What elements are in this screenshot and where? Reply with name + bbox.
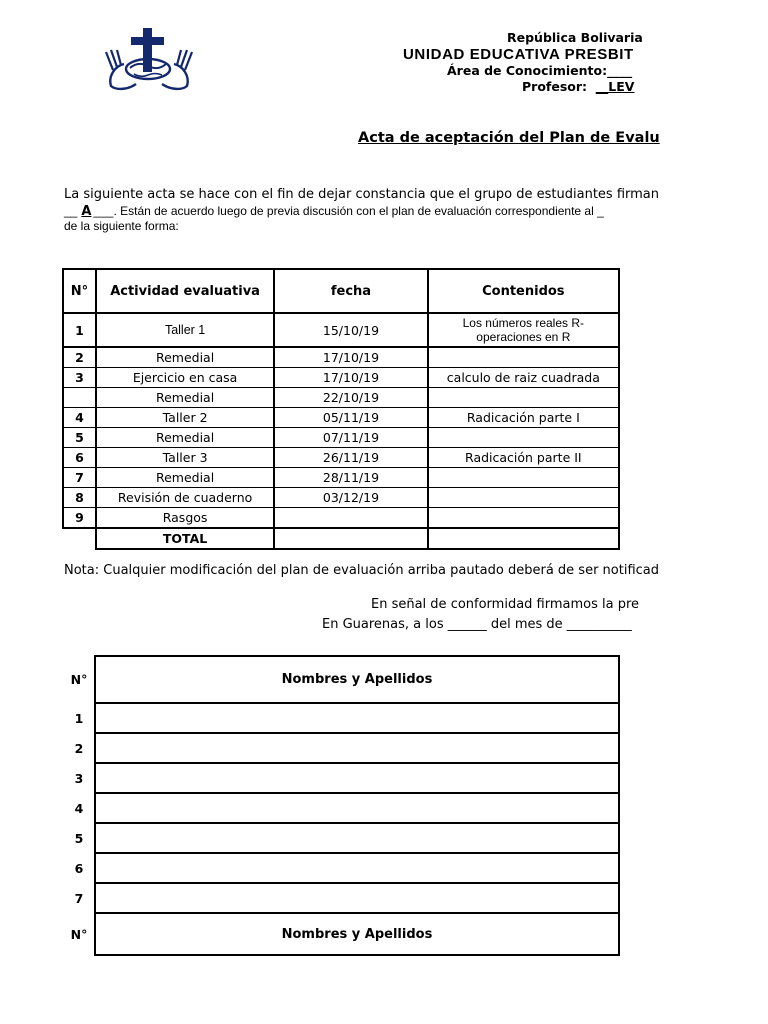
signatures-header-number-2: N° xyxy=(70,926,88,942)
row-activity: Taller 2 xyxy=(96,408,274,428)
row-contents: Radicación parte II xyxy=(428,448,619,468)
evaluation-plan-table xyxy=(62,268,620,550)
area-value: ____ xyxy=(607,63,633,78)
table-row xyxy=(63,368,619,388)
signature-row xyxy=(64,733,619,763)
row-number: 4 xyxy=(63,408,96,428)
row-contents xyxy=(428,388,619,408)
note-text: Nota: Cualquier modificación del plan de evaluación arriba pautado deberá de ser notificad xyxy=(64,563,660,578)
signature-number: 2 xyxy=(74,740,84,756)
table-row xyxy=(63,313,619,347)
signature-row xyxy=(64,763,619,793)
table-row xyxy=(63,388,619,408)
professor-label: Profesor: xyxy=(522,79,588,94)
signature-number: 6 xyxy=(74,860,84,876)
row-contents: calculo de raiz cuadrada xyxy=(428,368,619,388)
table-row xyxy=(63,428,619,448)
row-number: 1 xyxy=(63,313,96,347)
table-row xyxy=(63,488,619,508)
signature-number: 3 xyxy=(74,770,84,786)
signature-number: 7 xyxy=(74,890,84,906)
row-date: 26/11/19 xyxy=(274,448,427,468)
table-row xyxy=(63,408,619,428)
signature-name-field[interactable] xyxy=(95,793,619,823)
table-row xyxy=(63,347,619,368)
row-activity: Revisión de cuaderno xyxy=(96,488,274,508)
signature-number: 1 xyxy=(74,710,84,726)
total-label: TOTAL xyxy=(96,528,274,549)
signature-name-field[interactable] xyxy=(95,733,619,763)
total-date-cell xyxy=(274,528,427,549)
signature-name-field[interactable] xyxy=(95,703,619,733)
row-activity: Rasgos xyxy=(96,508,274,529)
row-contents xyxy=(428,488,619,508)
signature-name-field[interactable] xyxy=(95,853,619,883)
header-number: N° xyxy=(63,269,96,313)
total-contents-cell xyxy=(428,528,619,549)
signature-row xyxy=(64,823,619,853)
area-label: Área de Conocimiento: xyxy=(447,63,608,78)
section-letter: A xyxy=(81,204,92,219)
intro-line-1: La siguiente acta se hace con el fin de dejar constancia que el grupo de estudiantes firman xyxy=(64,187,659,202)
row-number: 6 xyxy=(63,448,96,468)
contents-line-2: operaciones en R xyxy=(476,330,571,344)
row-number: 8 xyxy=(63,488,96,508)
professor-value: __LEV xyxy=(595,79,635,94)
table-header-row xyxy=(63,269,619,313)
signatures-table xyxy=(64,655,620,956)
row-activity: Remedial xyxy=(96,347,274,368)
row-date: 28/11/19 xyxy=(274,468,427,488)
signatures-header-number: N° xyxy=(70,672,88,687)
row-contents xyxy=(428,468,619,488)
row-number: 2 xyxy=(63,347,96,368)
row-date: 07/11/19 xyxy=(274,428,427,448)
row-number xyxy=(63,388,96,408)
signature-row xyxy=(64,703,619,733)
row-number: 5 xyxy=(63,428,96,448)
header-professor xyxy=(522,79,634,94)
row-contents xyxy=(428,313,619,347)
row-date: 05/11/19 xyxy=(274,408,427,428)
row-contents: Radicación parte I xyxy=(428,408,619,428)
row-activity: Remedial xyxy=(96,388,274,408)
signatures-header-name: Nombres y Apellidos xyxy=(95,656,619,703)
total-blank-cell xyxy=(63,528,96,549)
row-date: 17/10/19 xyxy=(274,368,427,388)
row-number: 3 xyxy=(63,368,96,388)
row-activity: Ejercicio en casa xyxy=(96,368,274,388)
table-row xyxy=(63,448,619,468)
header-school-name: UNIDAD EDUCATIVA PRESBIT xyxy=(403,46,634,63)
intro-line-2-text: ___. Están de acuerdo luego de previa discusión con el plan de evaluación correspondiente al _ xyxy=(93,204,604,218)
header-contents: Contenidos xyxy=(428,269,619,313)
row-date xyxy=(274,508,427,529)
row-date: 15/10/19 xyxy=(274,313,427,347)
signatures-header-row xyxy=(64,656,619,703)
signature-number: 5 xyxy=(74,830,84,846)
contents-line-1: Los números reales R- xyxy=(462,316,585,330)
row-contents xyxy=(428,428,619,448)
row-date: 03/12/19 xyxy=(274,488,427,508)
row-contents xyxy=(428,347,619,368)
row-activity: Remedial xyxy=(96,428,274,448)
row-activity: Taller 1 xyxy=(96,313,274,347)
signature-number: 4 xyxy=(74,800,84,816)
signatures-header-name-2: Nombres y Apellidos xyxy=(95,913,619,955)
table-row xyxy=(63,508,619,529)
header-date: fecha xyxy=(274,269,427,313)
header-area xyxy=(447,63,632,78)
section-prefix: __ xyxy=(64,204,78,218)
signature-name-field[interactable] xyxy=(95,883,619,913)
row-date: 22/10/19 xyxy=(274,388,427,408)
signatures-header-row-2 xyxy=(64,913,619,955)
row-activity: Taller 3 xyxy=(96,448,274,468)
row-number: 9 xyxy=(63,508,96,529)
table-row xyxy=(63,468,619,488)
intro-line-2 xyxy=(64,204,604,219)
signature-name-field[interactable] xyxy=(95,763,619,793)
document-title: Acta de aceptación del Plan de Evalu xyxy=(358,130,660,146)
header-activity: Actividad evaluativa xyxy=(96,269,274,313)
header-republic: República Bolivaria xyxy=(507,30,643,45)
row-activity: Remedial xyxy=(96,468,274,488)
intro-line-3: de la siguiente forma: xyxy=(64,219,179,233)
signature-name-field[interactable] xyxy=(95,823,619,853)
school-logo-icon xyxy=(103,28,195,92)
row-contents xyxy=(428,508,619,529)
row-date: 17/10/19 xyxy=(274,347,427,368)
conformity-text: En señal de conformidad firmamos la pre xyxy=(371,597,640,612)
signature-row xyxy=(64,883,619,913)
table-total-row xyxy=(63,528,619,549)
signature-row xyxy=(64,853,619,883)
row-number: 7 xyxy=(63,468,96,488)
signature-row xyxy=(64,793,619,823)
place-date-line: En Guarenas, a los ______ del mes de __________ xyxy=(322,617,632,632)
